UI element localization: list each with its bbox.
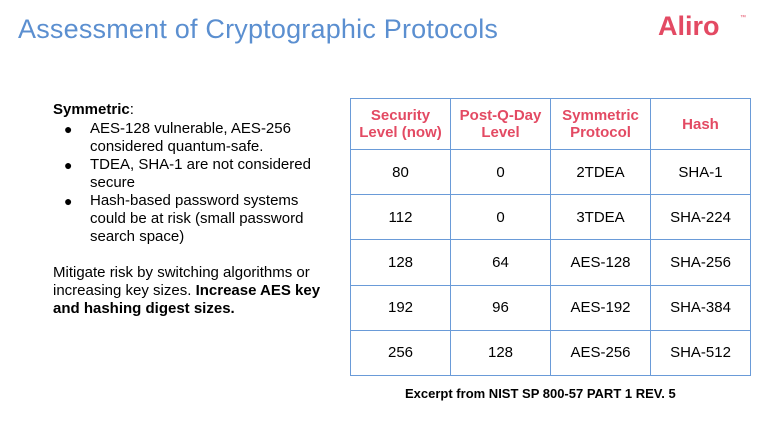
table-row	[351, 285, 751, 330]
cell-hash: SHA-256	[651, 240, 751, 285]
mitigation-paragraph	[53, 264, 333, 318]
cell-security-level: 128	[351, 240, 451, 285]
cell-symmetric-protocol: AES-128	[551, 240, 651, 285]
mitigation-text: Mitigate risk by switching algorithms or increasing key sizes.	[53, 264, 310, 299]
aliro-logo	[656, 9, 752, 43]
table-caption: Excerpt from NIST SP 800-57 PART 1 REV. 5	[405, 386, 676, 401]
cell-hash: SHA-512	[651, 330, 751, 375]
aliro-logo-graphic	[656, 9, 752, 43]
cell-security-level: 112	[351, 195, 451, 240]
table-row	[351, 240, 751, 285]
heading-label: Symmetric	[53, 101, 130, 118]
table-header-row	[351, 99, 751, 150]
bullet-text: AES-128 vulnerable, AES-256 considered quantum-safe.	[90, 120, 291, 155]
header-symmetric-protocol: Symmetric Protocol	[551, 99, 651, 150]
cell-post-q-day-level: 64	[451, 240, 551, 285]
table-row	[351, 150, 751, 195]
nist-security-table	[350, 98, 751, 376]
cell-security-level: 192	[351, 285, 451, 330]
bullet-icon: ●	[64, 193, 73, 209]
cell-post-q-day-level: 0	[451, 150, 551, 195]
list-item	[53, 192, 333, 246]
bullet-text: TDEA, SHA-1 are not considered secure	[90, 156, 311, 191]
header-security-level: Security Level (now)	[351, 99, 451, 150]
heading-colon: :	[129, 101, 134, 118]
cell-symmetric-protocol: 3TDEA	[551, 195, 651, 240]
cell-security-level: 80	[351, 150, 451, 195]
notes-heading	[53, 101, 333, 119]
cell-hash: SHA-224	[651, 195, 751, 240]
mitigation-emphasis: Increase AES key and hashing digest sizes.	[53, 282, 321, 317]
cell-hash: SHA-384	[651, 285, 751, 330]
header-post-q-day-level: Post-Q-Day Level	[451, 99, 551, 150]
bullet-text: Hash-based password systems could be at risk (small password search space)	[90, 192, 304, 245]
logo-trademark: ™	[740, 15, 746, 21]
slide-title: Assessment of Cryptographic Protocols	[18, 14, 499, 44]
cell-security-level: 256	[351, 330, 451, 375]
table-row	[351, 330, 751, 375]
cell-symmetric-protocol: 2TDEA	[551, 150, 651, 195]
cell-symmetric-protocol: AES-256	[551, 330, 651, 375]
notes-bullet-list	[53, 120, 333, 246]
cell-post-q-day-level: 128	[451, 330, 551, 375]
list-item	[53, 156, 333, 192]
logo-text: Aliro	[658, 11, 720, 41]
bullet-icon: ●	[64, 157, 73, 173]
table-row	[351, 195, 751, 240]
cell-post-q-day-level: 96	[451, 285, 551, 330]
cell-post-q-day-level: 0	[451, 195, 551, 240]
list-item	[53, 120, 333, 156]
cell-hash: SHA-1	[651, 150, 751, 195]
cell-symmetric-protocol: AES-192	[551, 285, 651, 330]
bullet-icon: ●	[64, 121, 73, 137]
symmetric-notes	[53, 101, 333, 318]
header-hash: Hash	[651, 99, 751, 150]
